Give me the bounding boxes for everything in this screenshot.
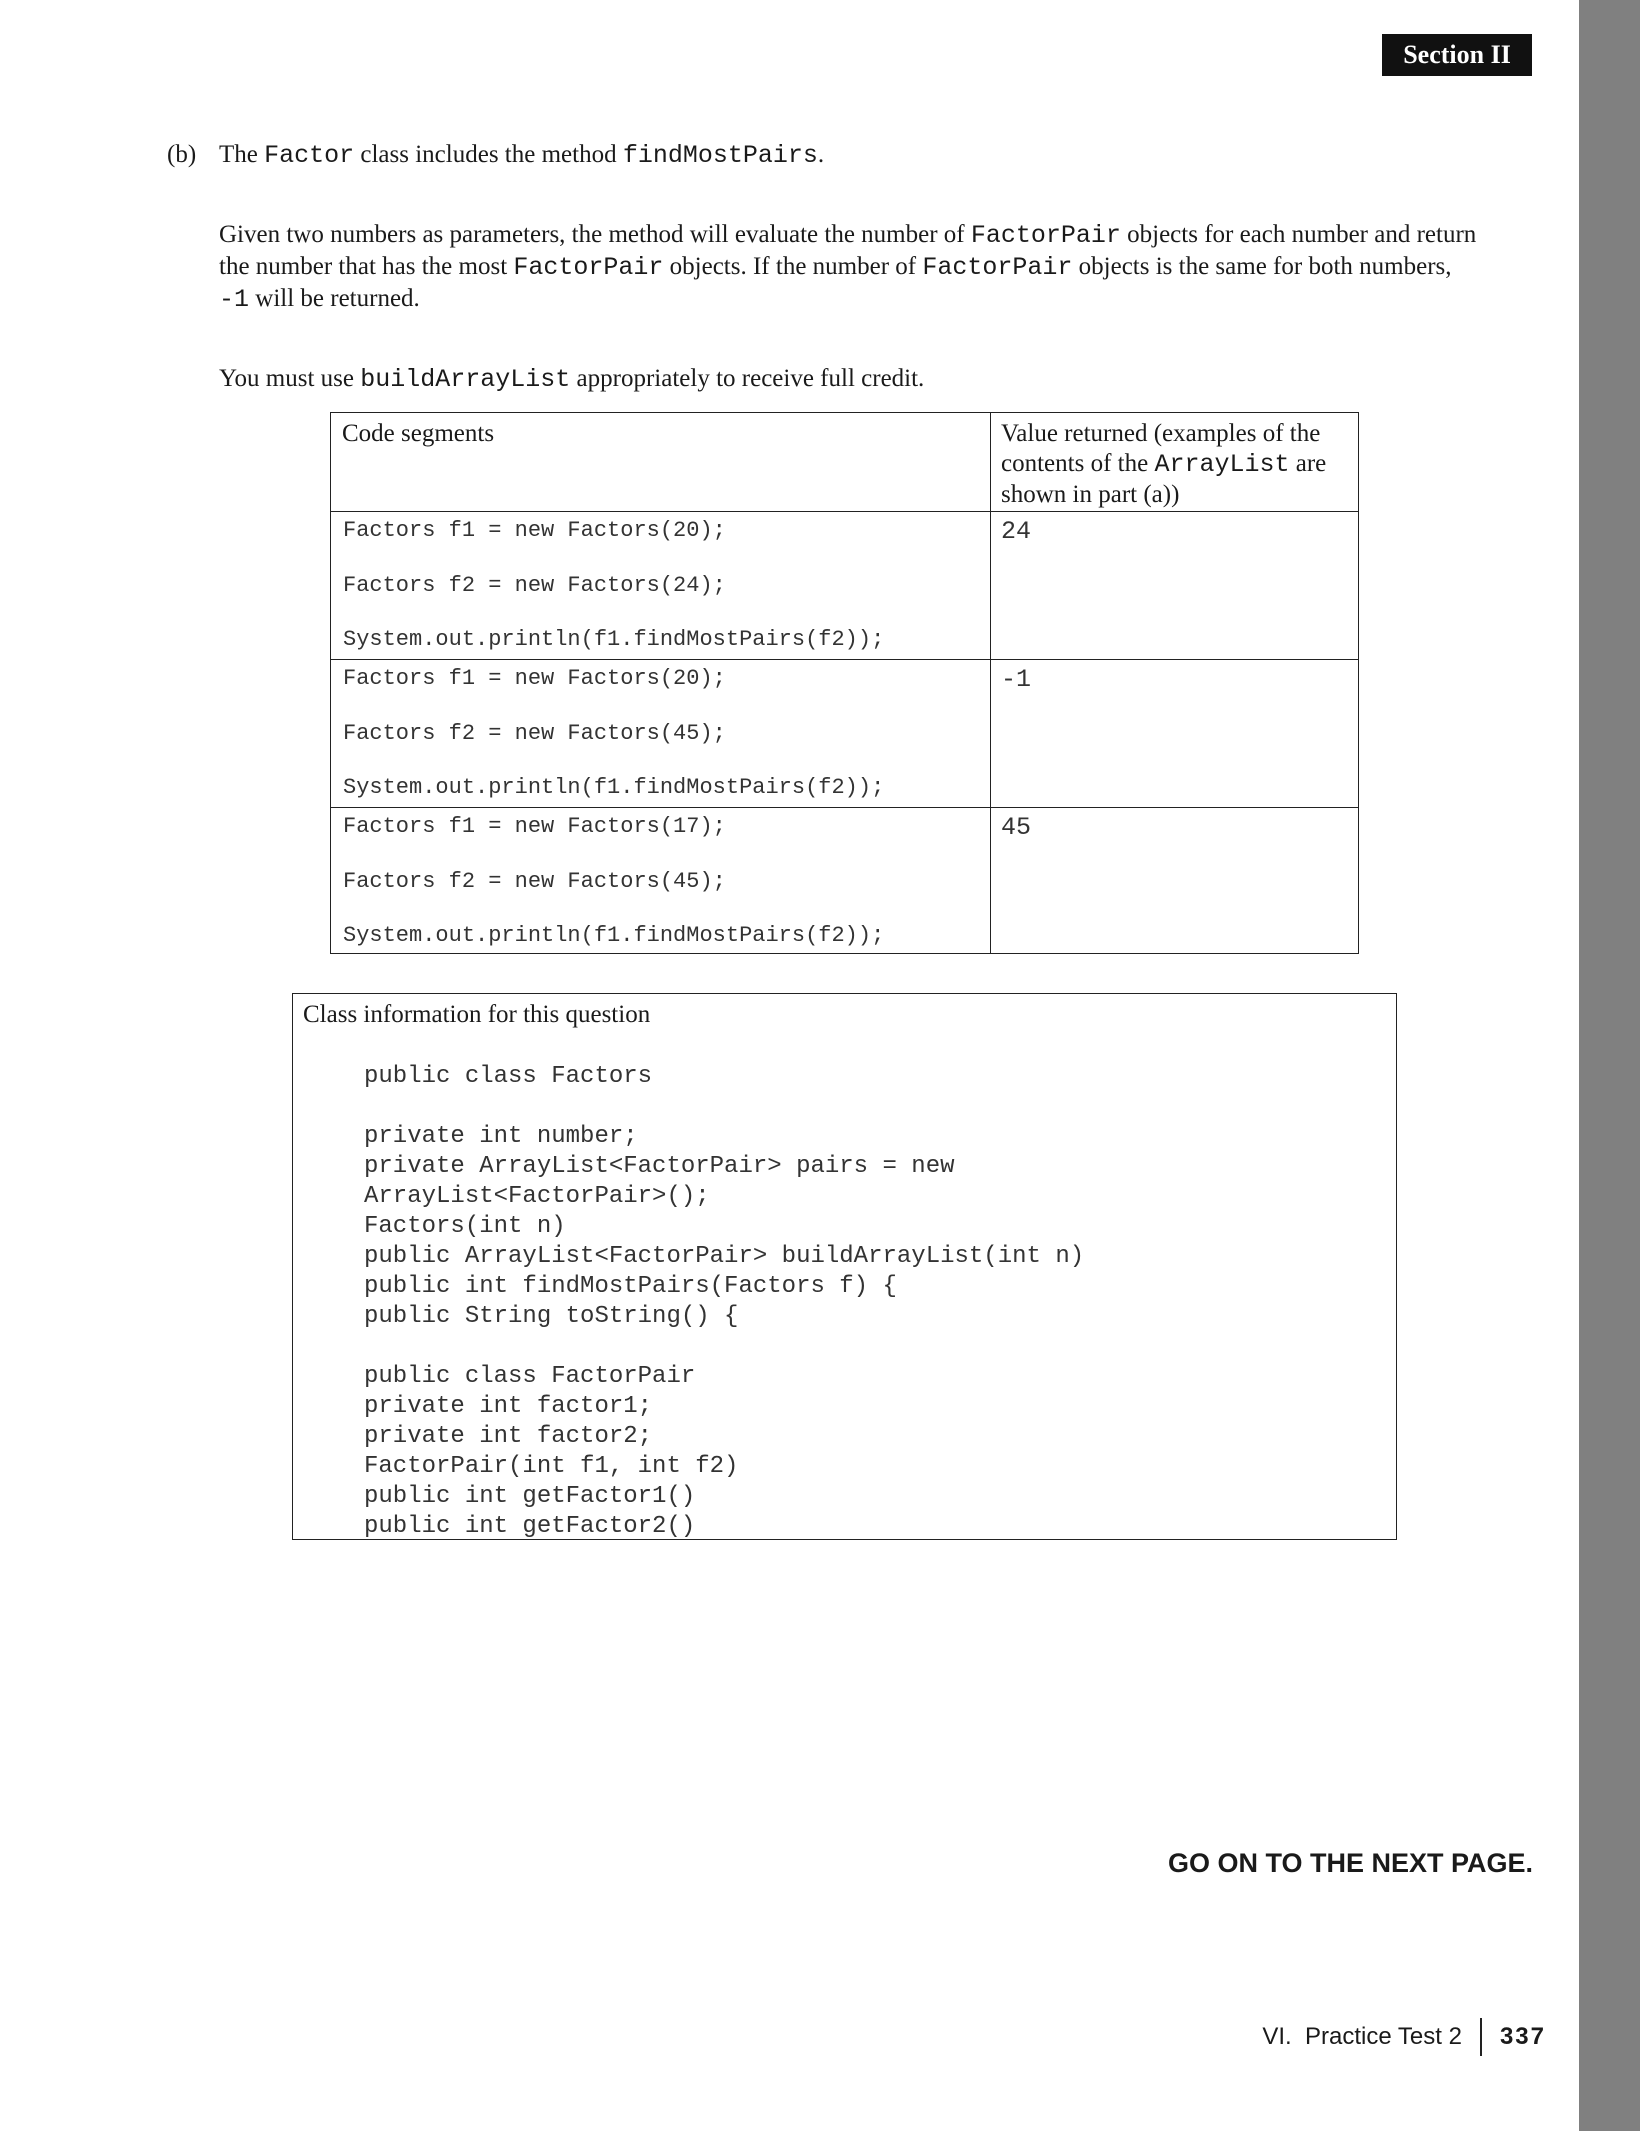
- code-line: Factors f1 = new Factors(20);: [343, 666, 726, 691]
- text: You must use: [219, 365, 361, 392]
- code-text: FactorPair: [970, 221, 1121, 250]
- class-code-line: public int getFactor2(): [364, 1513, 696, 1540]
- text: contents of the: [1001, 450, 1155, 477]
- class-code-line: private int factor2;: [364, 1423, 653, 1450]
- code-text: Factor: [264, 141, 355, 170]
- code-text: FactorPair: [513, 253, 664, 282]
- row-divider: [331, 511, 1358, 512]
- part-label: (b): [167, 141, 197, 168]
- page-edge-band: [1579, 0, 1640, 2131]
- code-line: Factors f2 = new Factors(45);: [343, 721, 726, 746]
- return-value: 24: [1001, 517, 1032, 546]
- return-value: -1: [1001, 665, 1032, 694]
- text: .: [817, 141, 825, 168]
- class-code-line: private ArrayList<FactorPair> pairs = new: [364, 1153, 955, 1180]
- chapter-label: VI. Practice Test 2: [1262, 2023, 1462, 2050]
- class-code-line: public class Factors: [364, 1063, 653, 1090]
- examples-table: [330, 412, 1359, 954]
- text: objects. If the number of: [663, 253, 923, 280]
- text: shown in part (a)): [1001, 481, 1180, 508]
- return-value: 45: [1001, 813, 1032, 842]
- header-code-segments: Code segments: [342, 420, 495, 447]
- code-line: System.out.println(f1.findMostPairs(f2));: [343, 923, 885, 948]
- class-info-box: [292, 993, 1397, 1540]
- description-paragraph: [219, 219, 1476, 315]
- part-intro: [219, 139, 824, 171]
- text: will be returned.: [249, 285, 420, 312]
- class-code-line: private int number;: [364, 1123, 638, 1150]
- text: Given two numbers as parameters, the method will evaluate the number of: [219, 221, 971, 248]
- header-value-returned: [1001, 419, 1326, 510]
- text: class includes the method: [354, 141, 623, 168]
- code-line: System.out.println(f1.findMostPairs(f2));: [343, 627, 885, 652]
- page-footer: [1262, 2018, 1546, 2056]
- text: are: [1289, 450, 1327, 477]
- code-text: findMostPairs: [622, 141, 818, 170]
- text: appropriately to receive full credit.: [570, 365, 925, 392]
- column-divider: [990, 413, 991, 953]
- code-line: Factors f2 = new Factors(45);: [343, 869, 726, 894]
- code-line: Factors f2 = new Factors(24);: [343, 573, 726, 598]
- text: the number that has the most: [219, 253, 514, 280]
- code-text: FactorPair: [922, 253, 1073, 282]
- class-info-title: Class information for this question: [303, 1001, 651, 1028]
- text: objects is the same for both numbers,: [1072, 253, 1452, 280]
- section-label: Section II: [1382, 34, 1532, 76]
- code-text: -1: [219, 285, 250, 314]
- class-code-line: ArrayList<FactorPair>();: [364, 1183, 710, 1210]
- code-line: Factors f1 = new Factors(17);: [343, 814, 726, 839]
- page-number: 337: [1499, 2023, 1546, 2050]
- class-code-line: public ArrayList<FactorPair> buildArrayList(int n): [364, 1243, 1085, 1270]
- text: objects for each number and return: [1120, 221, 1477, 248]
- go-on-notice: GO ON TO THE NEXT PAGE.: [1167, 1848, 1533, 1878]
- credit-note: [219, 363, 924, 395]
- class-code-line: private int factor1;: [364, 1393, 653, 1420]
- row-divider: [331, 659, 1358, 660]
- text: The: [219, 141, 265, 168]
- row-divider: [331, 807, 1358, 808]
- code-text: buildArrayList: [360, 365, 571, 394]
- code-line: Factors f1 = new Factors(20);: [343, 518, 726, 543]
- class-code-line: public int getFactor1(): [364, 1483, 696, 1510]
- class-code-line: public String toString() {: [364, 1303, 739, 1330]
- class-code-line: public int findMostPairs(Factors f) {: [364, 1273, 897, 1300]
- code-line: System.out.println(f1.findMostPairs(f2));: [343, 775, 885, 800]
- class-code-line: public class FactorPair: [364, 1363, 696, 1390]
- class-code-line: FactorPair(int f1, int f2): [364, 1453, 739, 1480]
- footer-divider: [1480, 2018, 1482, 2056]
- text: Value returned (examples of the: [1001, 420, 1321, 447]
- code-text: ArrayList: [1154, 450, 1290, 479]
- class-code-line: Factors(int n): [364, 1213, 566, 1240]
